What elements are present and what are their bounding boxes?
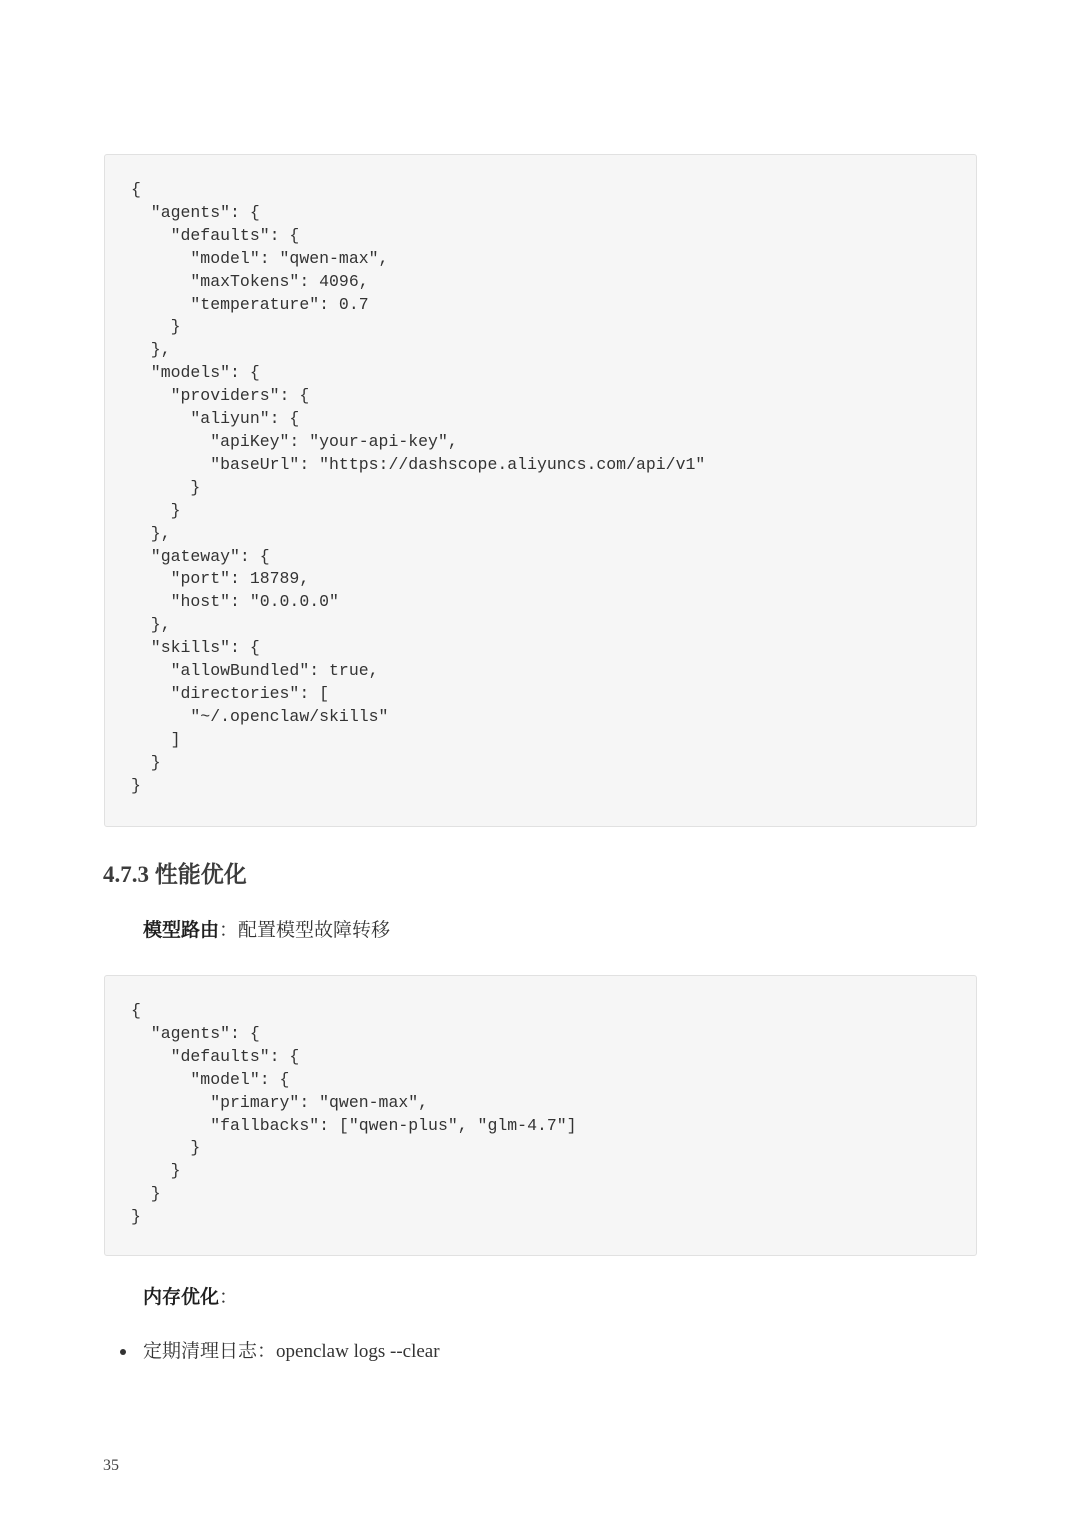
bullet-list [118,1337,440,1366]
code-block-fallback [104,975,977,1256]
section-heading: 4.7.3 性能优化 [103,862,247,887]
code-text-config: { "agents": { "defaults": { "model": "qwen-max", "maxTokens": 4096, "temperature": 0.7 } }, "models": { "providers": { "aliyun": { "apiKey": "your-api-key", "baseUrl": "https://dashscope.aliyuncs.com/api/v1" } } }, "gateway": { "port": 18789, "host": "0.0.0.0" }, "skills": { "allowBundled": true, "directories": [ "~/.openclaw/skills" ] } } [131,180,706,795]
bullet-command: openclaw logs --clear [276,1341,440,1362]
bullet-label: 定期清理日志： [143,1340,277,1362]
code-block-config [104,154,977,827]
model-routing-text: 配置模型故障转移 [238,919,391,941]
page-number: 35 [103,1457,119,1474]
model-routing-separator: ： [219,919,239,941]
bullet-dot-icon [120,1349,126,1355]
memory-optimization-paragraph [143,1283,238,1311]
memory-optimization-label: 内存优化 [143,1286,220,1308]
code-text-fallback: { "agents": { "defaults": { "model": { "primary": "qwen-max", "fallbacks": ["qwen-plus", "glm-4.7"] } } } } [131,1001,577,1227]
model-routing-paragraph [143,916,390,944]
list-item [118,1337,440,1366]
model-routing-label: 模型路由 [143,919,220,941]
memory-optimization-separator: ： [219,1286,239,1308]
